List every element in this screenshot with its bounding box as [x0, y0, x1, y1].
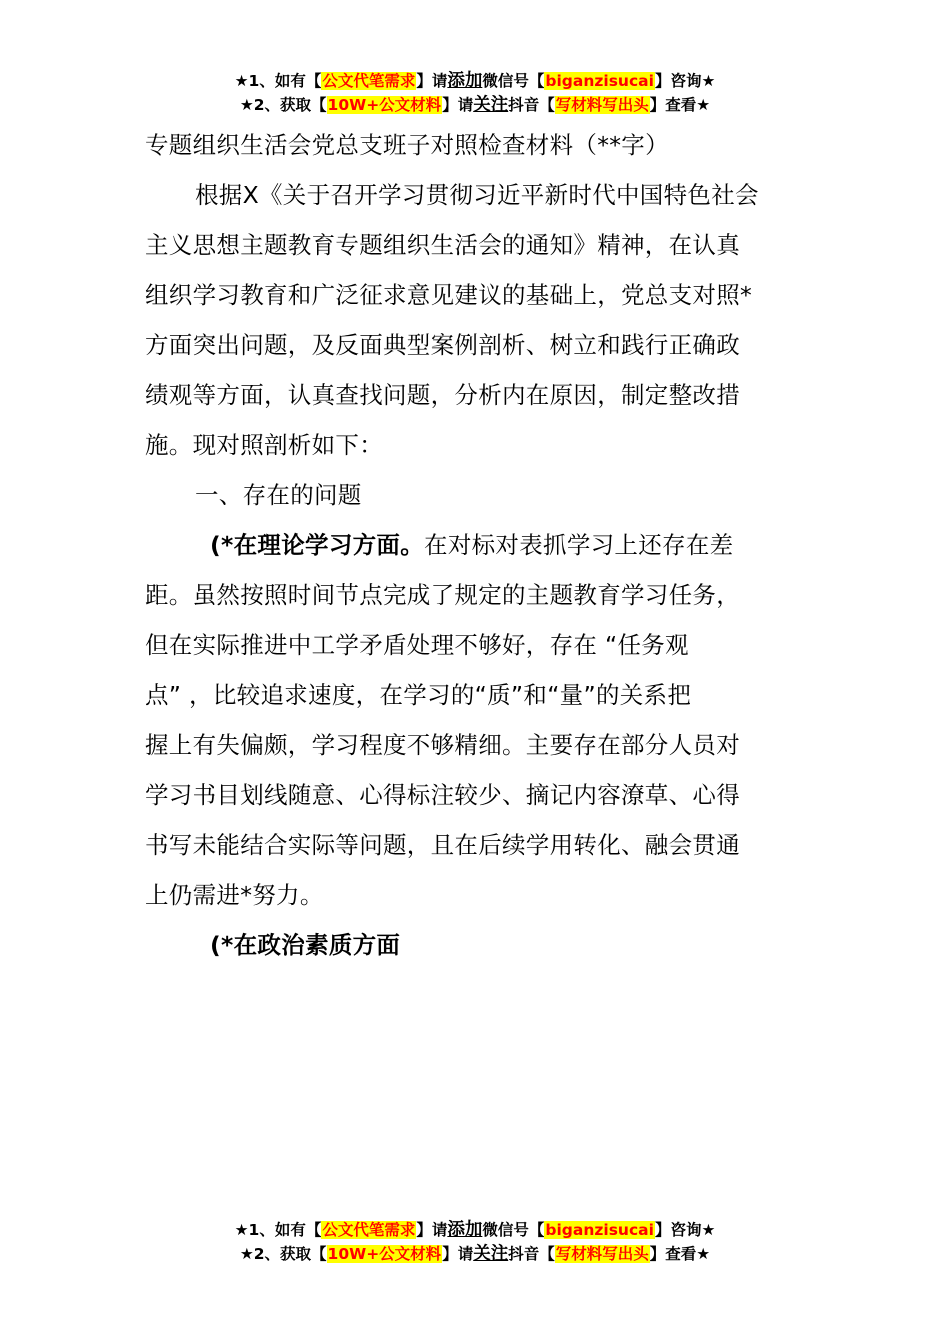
- banner-line-1: [0, 1218, 950, 1242]
- subsection-line: [145, 520, 807, 570]
- paragraph-line: 组织学习教育和广泛征求意见建议的基础上，党总支对照*: [145, 281, 753, 309]
- subsection-heading: (*在政治素质方面: [210, 931, 401, 959]
- banner-emphasis: 关注: [473, 95, 509, 115]
- banner-text: 抖音【: [508, 96, 555, 114]
- paragraph-text: 在对标对表抓学习上还存在差: [424, 531, 734, 559]
- banner-text: ★2、获取【: [239, 96, 327, 114]
- banner-text: 】请: [442, 1245, 474, 1263]
- document-title: 专题组织生活会党总支班子对照检查材料（**字）: [145, 131, 669, 159]
- banner-emphasis: 添加: [447, 1220, 483, 1240]
- highlight-douyin-id: 写材料写出头: [555, 96, 649, 114]
- highlight-wechat-id: biganzisucai: [545, 1221, 654, 1239]
- banner-text: 抖音【: [508, 1245, 555, 1263]
- section-heading: 一、存在的问题: [195, 481, 362, 509]
- highlight-service: 公文代笔需求: [322, 72, 416, 90]
- subsection-line: [145, 920, 807, 970]
- highlight-douyin-id: 写材料写出头: [555, 1245, 649, 1263]
- paragraph-line: 方面突出问题，及反面典型案例剖析、树立和践行正确政: [145, 331, 740, 359]
- highlight-materials: 10W+公文材料: [327, 96, 442, 114]
- banner-line-2: [0, 93, 950, 117]
- banner-text: 】查看★: [649, 1245, 711, 1263]
- paragraph-line: 绩观等方面，认真查找问题，分析内在原因，制定整改措: [145, 381, 740, 409]
- paragraph-line: 握上有失偏颇，学习程度不够精细。主要存在部分人员对: [145, 731, 740, 759]
- header-banner: [0, 69, 950, 117]
- document-body: [145, 170, 807, 970]
- banner-text: 】请: [416, 1221, 448, 1239]
- highlight-service: 公文代笔需求: [322, 1221, 416, 1239]
- highlight-wechat-id: biganzisucai: [545, 72, 654, 90]
- banner-text: 】请: [416, 72, 448, 90]
- paragraph-line: 根据X《关于召开学习贯彻习近平新时代中国特色社会: [195, 181, 759, 209]
- banner-text: 】咨询★: [654, 1221, 716, 1239]
- banner-text: ★1、如有【: [234, 1221, 322, 1239]
- banner-line-2: [0, 1242, 950, 1266]
- footer-banner: [0, 1218, 950, 1266]
- paragraph-line: 但在实际推进中工学矛盾处理不够好，存在 “任务观: [145, 631, 689, 659]
- banner-text: ★2、获取【: [239, 1245, 327, 1263]
- paragraph-line: 施。现对照剖析如下：: [145, 431, 383, 459]
- banner-text: ★1、如有【: [234, 72, 322, 90]
- paragraph-line: 学习书目划线随意、心得标注较少、摘记内容潦草、心得: [145, 781, 740, 809]
- banner-line-1: [0, 69, 950, 93]
- banner-text: 】请: [442, 96, 474, 114]
- banner-emphasis: 关注: [473, 1244, 509, 1264]
- paragraph-line: 距。虽然按照时间节点完成了规定的主题教育学习任务，: [145, 581, 740, 609]
- banner-emphasis: 添加: [447, 71, 483, 91]
- banner-text: 】查看★: [649, 96, 711, 114]
- banner-text: 】咨询★: [654, 72, 716, 90]
- paragraph-line: 书写未能结合实际等问题，且在后续学用转化、融会贯通: [145, 831, 740, 859]
- banner-text: 微信号【: [482, 1221, 545, 1239]
- banner-text: 微信号【: [482, 72, 545, 90]
- paragraph-line: 主义思想主题教育专题组织生活会的通知》精神，在认真: [145, 231, 740, 259]
- subsection-heading: (*在理论学习方面。: [210, 531, 425, 559]
- paragraph-line: 点” ，比较追求速度，在学习的“质”和“量”的关系把: [145, 681, 692, 709]
- highlight-materials: 10W+公文材料: [327, 1245, 442, 1263]
- paragraph-line: 上仍需进*努力。: [145, 881, 324, 909]
